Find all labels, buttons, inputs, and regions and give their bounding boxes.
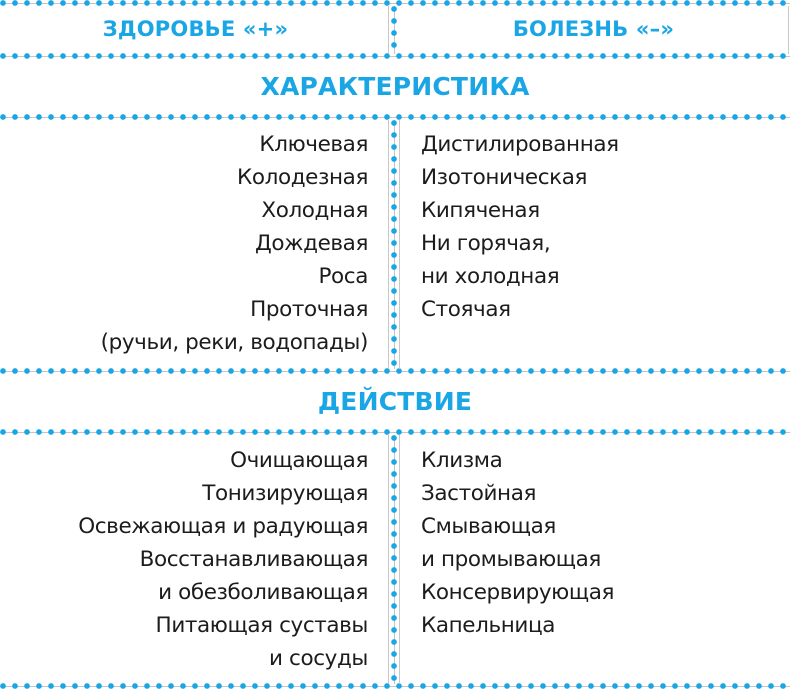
list-item: Ключевая — [259, 132, 368, 157]
list-item: и сосуды — [269, 646, 368, 671]
disease-column-header: БОЛЕЗНЬ «–» — [512, 17, 675, 41]
list-item: Очищающая — [230, 448, 368, 473]
characteristics-health-list — [101, 128, 368, 359]
list-item: ни холодная — [421, 264, 560, 289]
list-item: Восстанавливающая — [139, 547, 368, 572]
list-item: Проточная — [250, 297, 368, 322]
list-item: Роса — [318, 264, 368, 289]
action-disease-list — [421, 444, 614, 642]
list-item: Питающая суставы — [155, 613, 368, 638]
section1-column-divider — [391, 120, 397, 369]
list-item: Холодная — [261, 198, 368, 223]
list-item: и обезболивающая — [158, 580, 368, 605]
list-item: и промывающая — [421, 547, 601, 572]
list-item: Кипяченая — [421, 198, 540, 223]
list-item: Тонизирующая — [202, 481, 368, 506]
action-health-list — [78, 444, 368, 675]
section1-mid-line — [388, 120, 389, 369]
section2-mid-line — [388, 435, 389, 684]
list-item: Застойная — [421, 481, 536, 506]
section-title-characteristics: ХАРАКТЕРИСТИКА — [260, 72, 530, 101]
list-item: Консервирующая — [421, 580, 615, 605]
list-item: Дождевая — [255, 231, 368, 256]
health-column-header: ЗДОРОВЬЕ «+» — [102, 17, 289, 41]
list-item: Ни горячая, — [421, 231, 551, 256]
section2-left-line — [399, 435, 400, 684]
list-item: Капельница — [421, 613, 555, 638]
list-item: Стоячая — [421, 297, 511, 322]
list-item: (ручьи, реки, водопады) — [100, 330, 368, 355]
section2-column-divider — [391, 435, 397, 684]
characteristics-disease-list — [421, 128, 619, 326]
section-title-action: ДЕЙСТВИЕ — [317, 387, 473, 416]
list-item: Изотоническая — [421, 165, 588, 190]
list-item: Клизма — [421, 448, 503, 473]
list-item: Колодезная — [236, 165, 368, 190]
list-item: Дистилированная — [421, 132, 619, 157]
list-item: Смывающая — [421, 514, 556, 539]
section1-left-line — [399, 120, 400, 369]
list-item: Освежающая и радующая — [78, 514, 368, 539]
